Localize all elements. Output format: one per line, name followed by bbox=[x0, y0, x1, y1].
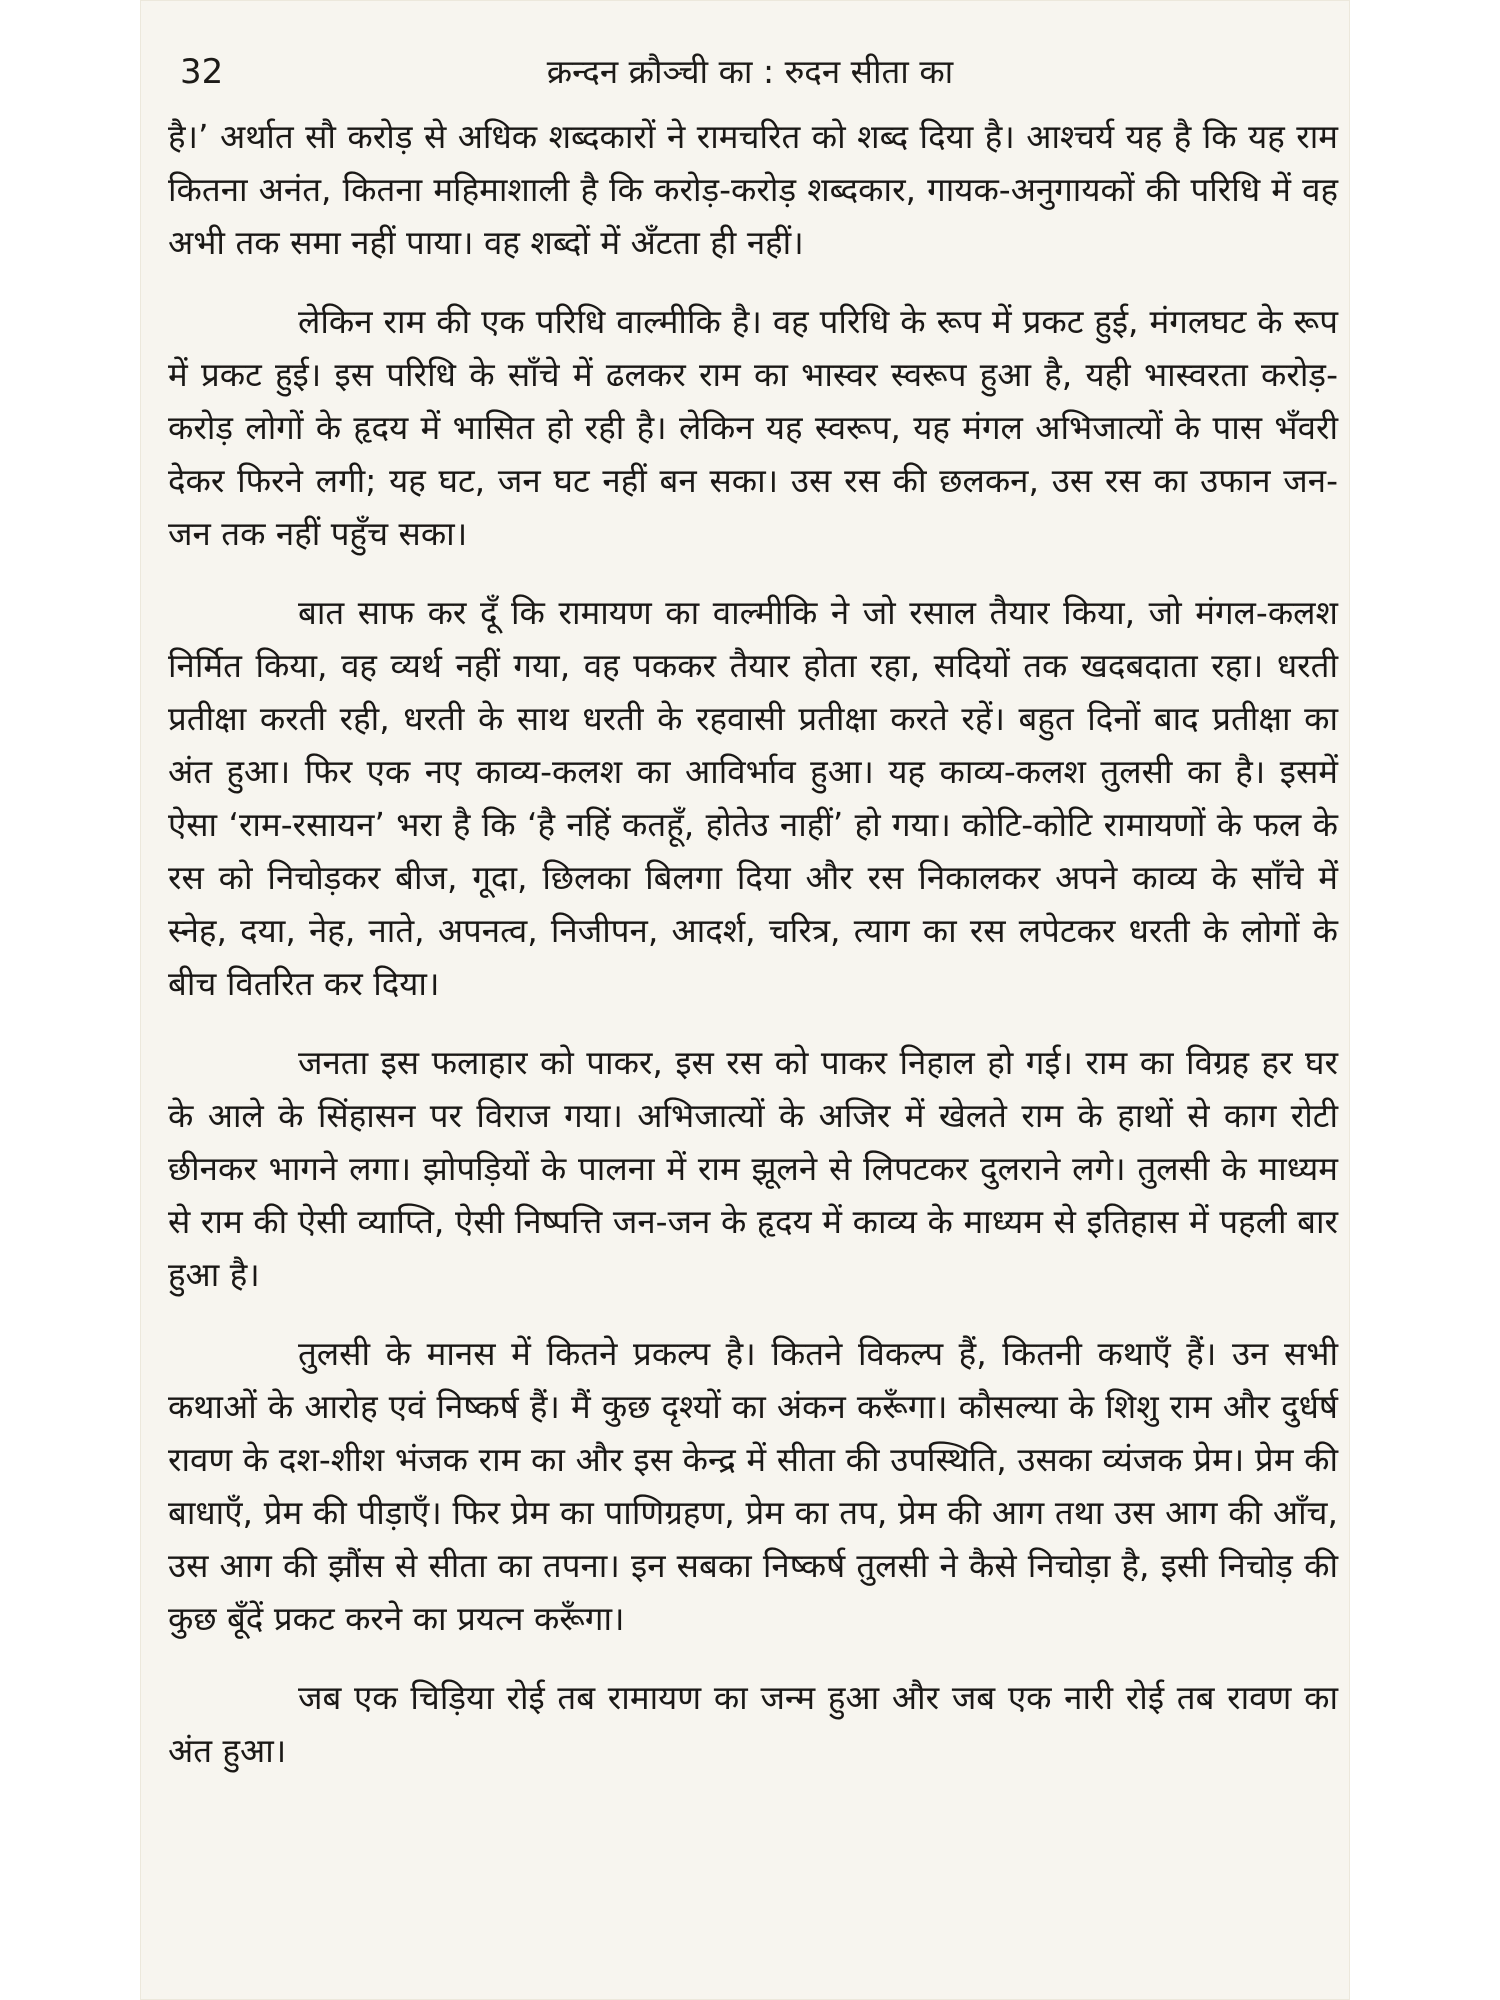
book-page bbox=[140, 0, 1350, 2000]
page-header bbox=[180, 44, 1320, 100]
page-number: 32 bbox=[180, 52, 224, 92]
paragraph-4: जनता इस फलाहार को पाकर, इस रस को पाकर निहाल हो गई। राम का विग्रह हर घर के आले के सिंहासन पर विराज गया। अभिजात्यों के अजिर में खेलते राम के हाथों से काग रोटी छीनकर भागने लगा। झोपड़ियों के पालना में राम झूलने से लिपटकर दुलराने लगे। तुलसी के माध्यम से राम की ऐसी व्याप्ति, ऐसी निष्पत्ति जन-जन के हृदय में काव्य के माध्यम से इतिहास में पहली बार हुआ है। bbox=[168, 1043, 1338, 1294]
body-text bbox=[168, 110, 1338, 1803]
paragraph-5: तुलसी के मानस में कितने प्रकल्प है। कितने विकल्प हैं, कितनी कथाएँ हैं। उन सभी कथाओं के आरोह एवं निष्कर्ष हैं। मैं कुछ दृश्यों का अंकन करूँगा। कौसल्या के शिशु राम और दुर्धर्ष रावण के दश-शीश भंजक राम का और इस केन्द्र में सीता की उपस्थिति, उसका व्यंजक प्रेम। प्रेम की बाधाएँ, प्रेम की पीड़ाएँ। फिर प्रेम का पाणिग्रहण, प्रेम का तप, प्रेम की आग तथा उस आग की आँच, उस आग की झौंस से सीता का तपना। इन सबका निष्कर्ष तुलसी ने कैसे निचोड़ा है, इसी निचोड़ की कुछ बूँदें प्रकट करने का प्रयत्न करूँगा। bbox=[168, 1334, 1338, 1638]
paragraph-1: है।’ अर्थात सौ करोड़ से अधिक शब्दकारों ने रामचरित को शब्द दिया है। आश्चर्य यह है कि यह राम कितना अनंत, कितना महिमाशाली है कि करोड़-करोड़ शब्दकार, गायक-अनुगायकों की परिधि में वह अभी तक समा नहीं पाया। वह शब्दों में अँटता ही नहीं। bbox=[168, 117, 1338, 262]
running-title: क्रन्दन क्रौञ्ची का : रुदन सीता का bbox=[546, 52, 954, 91]
paragraph-3: बात साफ कर दूँ कि रामायण का वाल्मीकि ने जो रसाल तैयार किया, जो मंगल-कलश निर्मित किया, वह व्यर्थ नहीं गया, वह पककर तैयार होता रहा, सदियों तक खदबदाता रहा। धरती प्रतीक्षा करती रही, धरती के साथ धरती के रहवासी प्रतीक्षा करते रहें। बहुत दिनों बाद प्रतीक्षा का अंत हुआ। फिर एक नए काव्य-कलश का आविर्भाव हुआ। यह काव्य-कलश तुलसी का है। इसमें ऐसा ‘राम-रसायन’ भरा है कि ‘है नहिं कतहूँ, होतेउ नाहीं’ हो गया। कोटि-कोटि रामायणों के फल के रस को निचोड़कर बीज, गूदा, छिलका बिलगा दिया और रस निकालकर अपने काव्य के साँचे में स्नेह, दया, नेह, नाते, अपनत्व, निजीपन, आदर्श, चरित्र, त्याग का रस लपेटकर धरती के लोगों के बीच वितरित कर दिया। bbox=[168, 593, 1338, 1003]
paragraph-6: जब एक चिड़िया रोई तब रामायण का जन्म हुआ और जब एक नारी रोई तब रावण का अंत हुआ। bbox=[168, 1678, 1338, 1770]
paragraph-2: लेकिन राम की एक परिधि वाल्मीकि है। वह परिधि के रूप में प्रकट हुई, मंगलघट के रूप में प्रकट हुई। इस परिधि के साँचे में ढलकर राम का भास्वर स्वरूप हुआ है, यही भास्वरता करोड़-करोड़ लोगों के हृदय में भासित हो रही है। लेकिन यह स्वरूप, यह मंगल अभिजात्यों के पास भँवरी देकर फिरने लगी; यह घट, जन घट नहीं बन सका। उस रस की छलकन, उस रस का उफान जन-जन तक नहीं पहुँच सका। bbox=[168, 302, 1338, 553]
